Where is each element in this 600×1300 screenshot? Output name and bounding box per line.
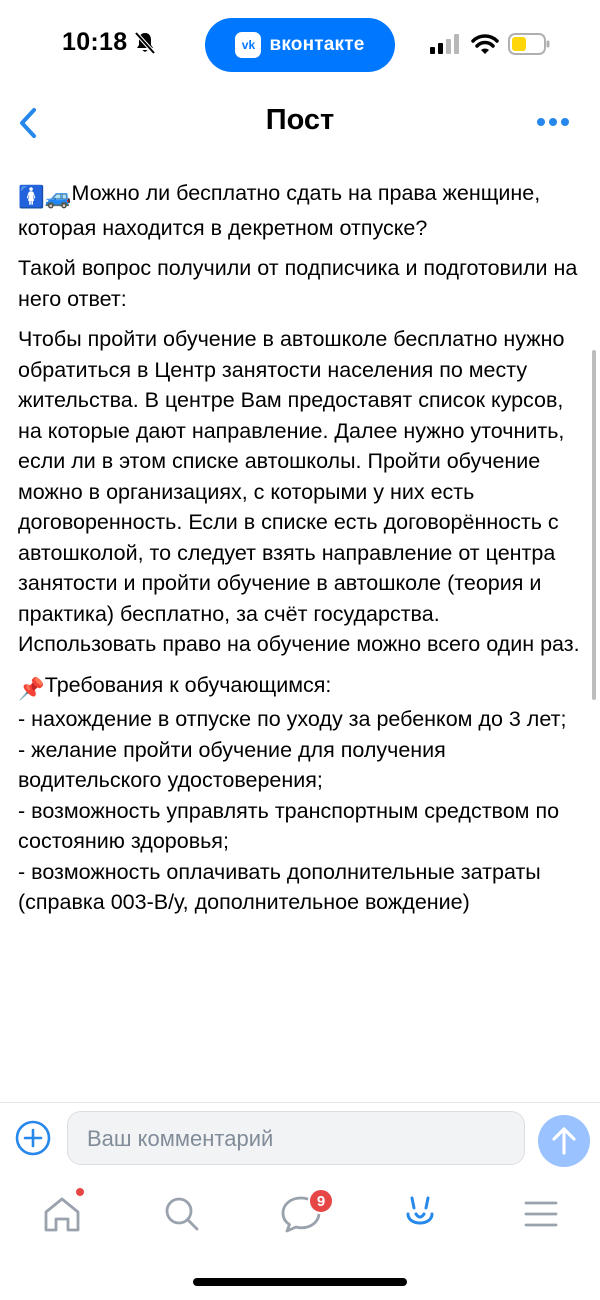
home-notification-dot bbox=[76, 1188, 84, 1196]
vk-app-pill[interactable] bbox=[205, 18, 395, 72]
menu-icon[interactable] bbox=[519, 1192, 563, 1236]
post-paragraph bbox=[18, 670, 588, 918]
post-paragraph-text: Требования к обучающимся: - нахождение в отпуске по уходу за ребенком до 3 лет; - желание пройти обучение для получения водительского удостоверения; - возможность управлять транспортным средством по состоянию здоровья; - возможность оплачивать дополнительные затраты (справка 003-В/у, дополнительное вождение) bbox=[18, 672, 567, 914]
clips-icon[interactable] bbox=[398, 1192, 442, 1236]
post-content bbox=[18, 178, 588, 928]
arrow-up-icon bbox=[538, 1115, 590, 1167]
page-title: Пост bbox=[265, 104, 335, 136]
vk-app-label: вконтакте bbox=[269, 34, 365, 55]
home-icon[interactable] bbox=[40, 1192, 84, 1236]
comment-bar bbox=[0, 1102, 600, 1177]
wifi-icon bbox=[471, 33, 499, 55]
post-paragraph-text: Такой вопрос получили от подписчика и подготовили на него ответ: bbox=[18, 256, 584, 311]
search-icon[interactable] bbox=[160, 1192, 204, 1236]
status-time: 10:18 bbox=[62, 28, 128, 56]
post-paragraph bbox=[18, 178, 588, 243]
scrollbar[interactable] bbox=[592, 350, 596, 700]
vk-logo-icon: vk bbox=[235, 32, 261, 58]
pushpin-emoji: 📌 bbox=[18, 676, 45, 701]
home-indicator[interactable] bbox=[193, 1278, 407, 1286]
plus-circle-icon[interactable] bbox=[15, 1120, 51, 1156]
post-paragraph bbox=[18, 324, 588, 660]
women-car-emoji: 🚺🚙 bbox=[18, 185, 72, 209]
comment-input[interactable] bbox=[67, 1111, 525, 1165]
messages-badge: 9 bbox=[308, 1188, 334, 1214]
battery-low-power-icon bbox=[508, 33, 550, 55]
send-button[interactable] bbox=[538, 1115, 590, 1167]
cellular-signal-icon bbox=[430, 34, 462, 54]
bell-muted-icon bbox=[134, 31, 156, 55]
more-horizontal-icon[interactable] bbox=[536, 116, 570, 128]
post-paragraph bbox=[18, 253, 588, 314]
post-paragraph-text: Можно ли бесплатно сдать на права женщине, которая находится в декретном отпуске? bbox=[18, 181, 547, 240]
comment-placeholder: Ваш комментарий bbox=[87, 1126, 274, 1151]
post-paragraph-text: Чтобы пройти обучение в автошколе бесплатно нужно обратиться в Центр занятости населения по месту жительства. В центре Вам предоставят список курсов, на которые дают направление. Далее нужно уточнить, если ли в этом списке автошколы. Пройти обучение можно в организациях, с которыми у них есть договоренность. Если в списке есть договорённость с автошколой, то следует взять направление от центра занятости и пройти обучение в автошколе (теория и практика) бесплатно, за счёт государства. Использовать право на обучение можно всего один раз. bbox=[18, 327, 580, 656]
navigation-bar bbox=[0, 90, 600, 158]
status-bar bbox=[0, 0, 600, 90]
